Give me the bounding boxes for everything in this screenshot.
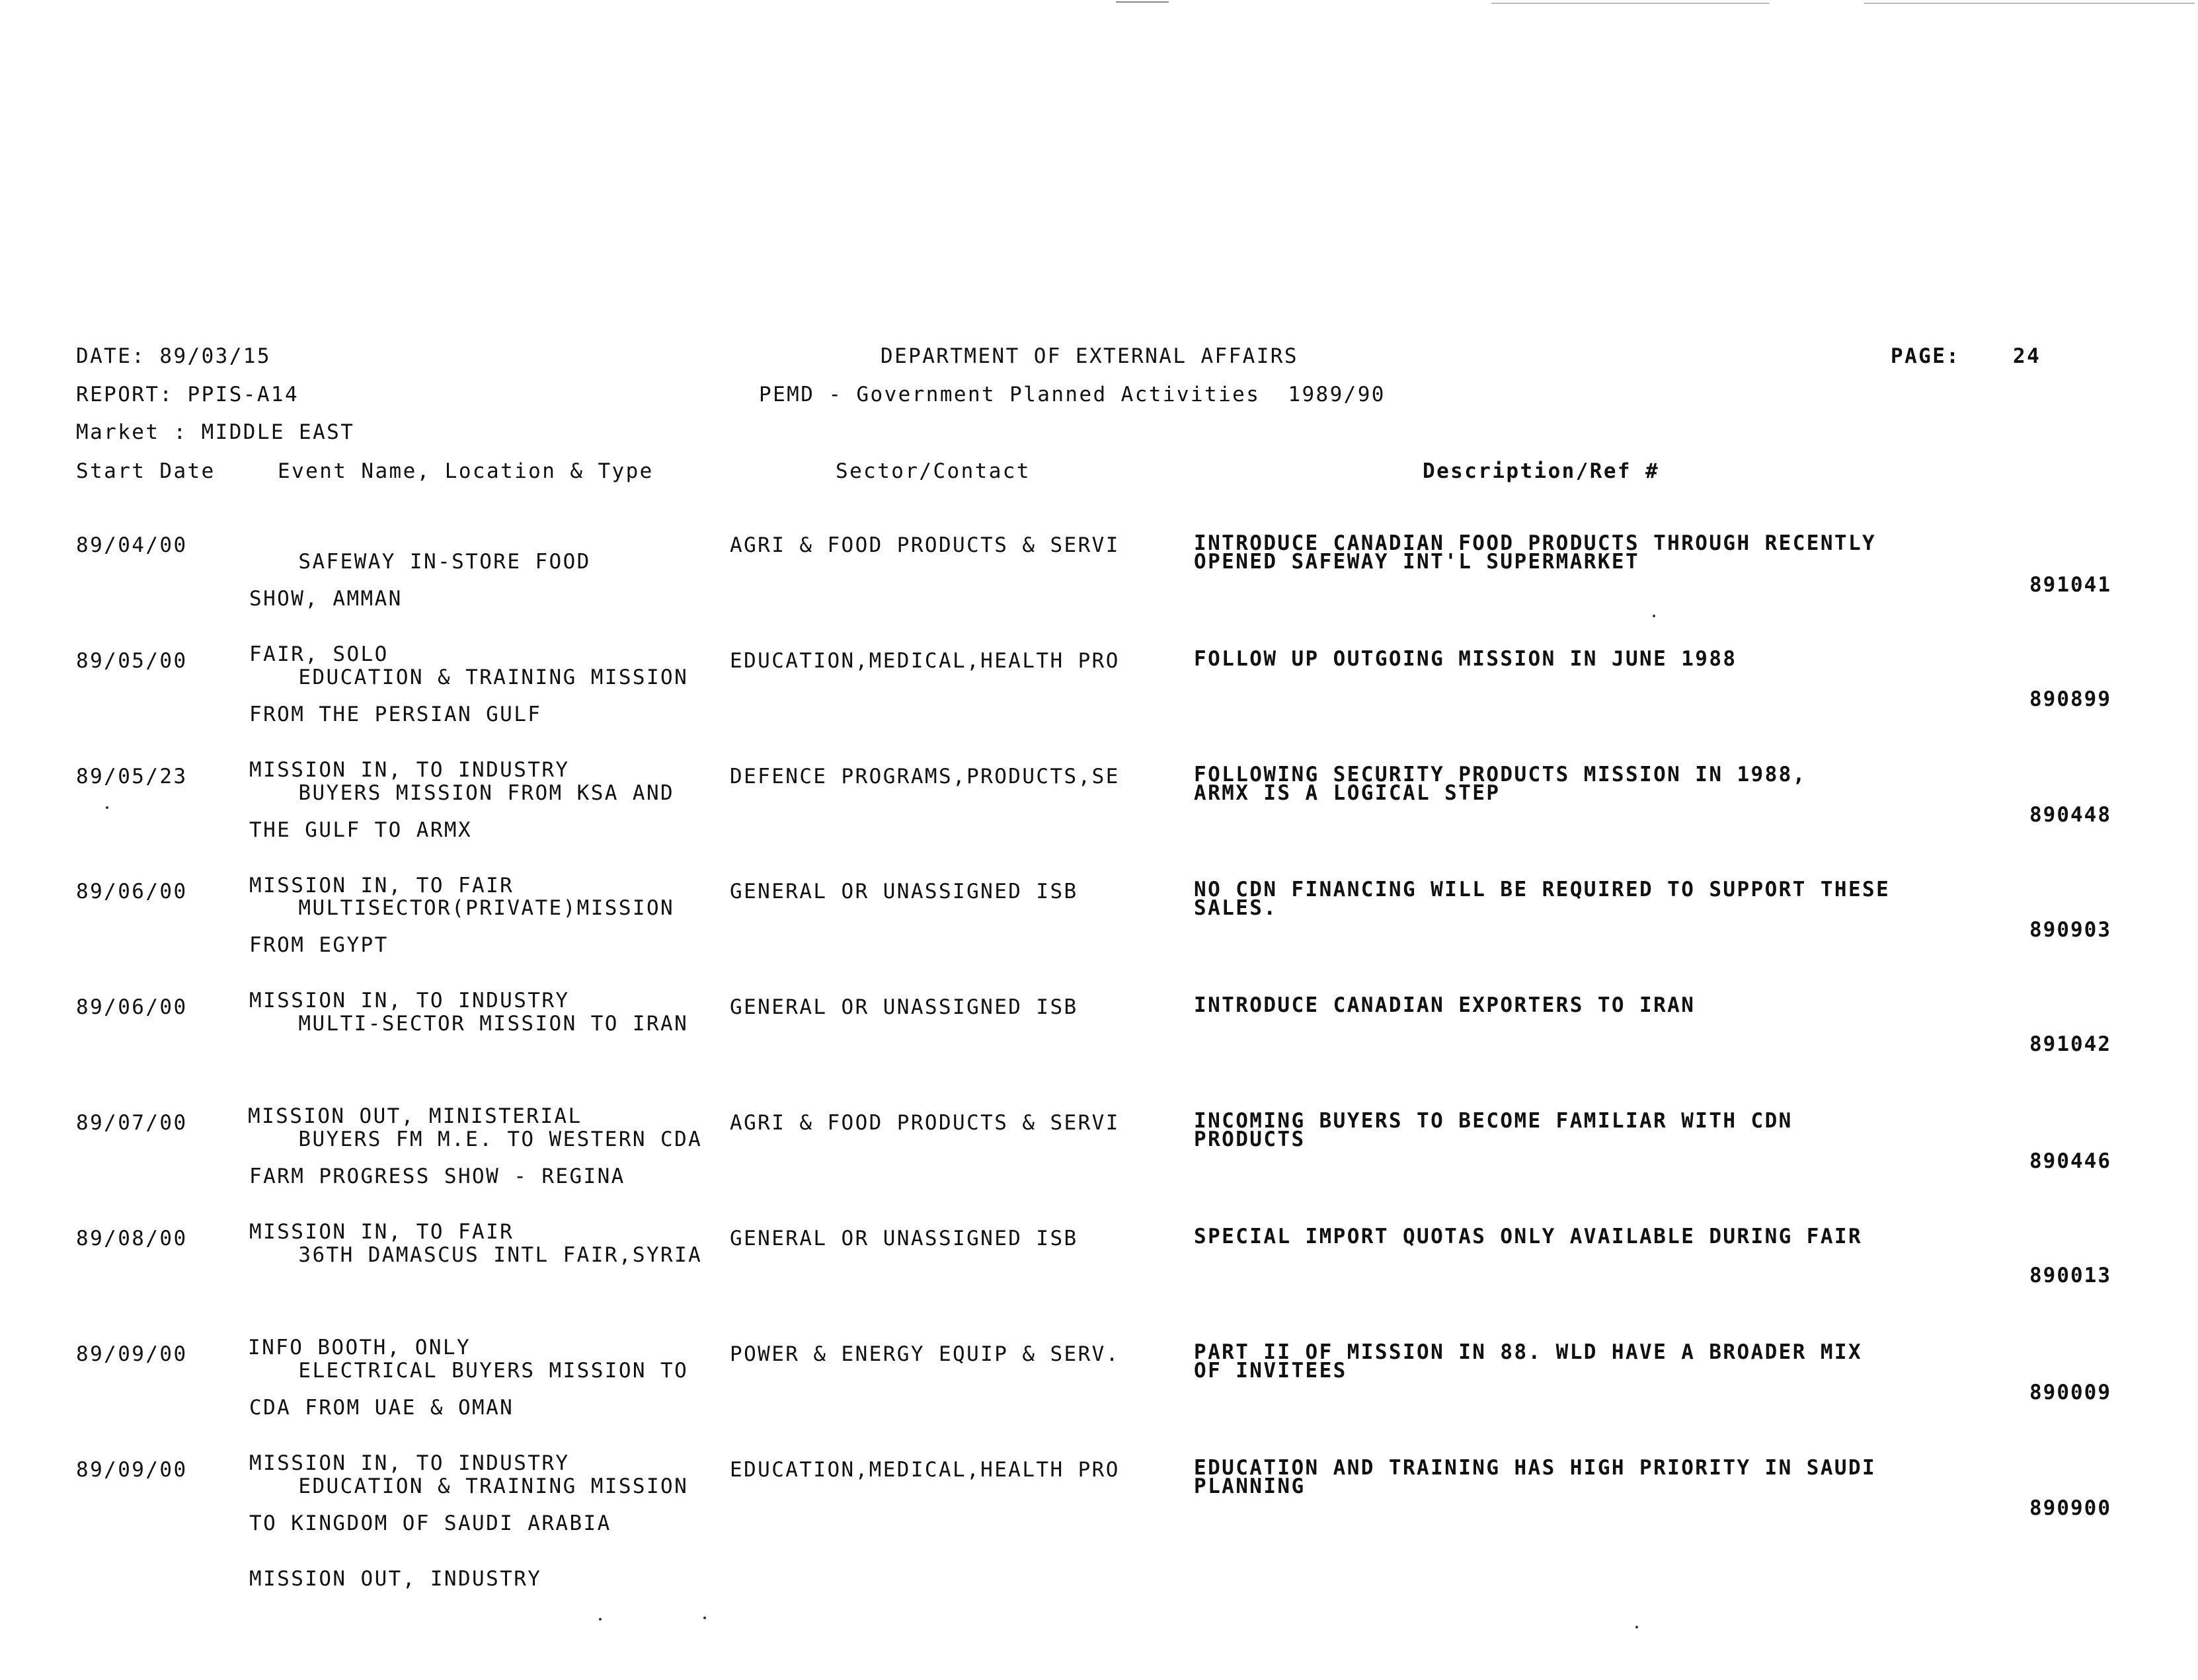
reference-number: 890009	[2029, 1381, 2111, 1404]
start-date: 89/05/23	[76, 765, 188, 788]
description: PART II OF MISSION IN 88. WLD HAVE A BROADER MIX OF INVITEES	[1194, 1340, 1863, 1383]
event-name: 36TH DAMASCUS INTL FAIR,SYRIA	[298, 1243, 703, 1267]
event-location: FARM PROGRESS SHOW - REGINA	[249, 1165, 625, 1188]
column-header-sector: Sector/Contact	[836, 459, 1031, 483]
reference-number: 890013	[2029, 1264, 2111, 1287]
sector-contact: AGRI & FOOD PRODUCTS & SERVI	[730, 533, 1120, 557]
event-location: CDA FROM UAE & OMAN	[249, 1396, 514, 1420]
start-date: 89/06/00	[76, 995, 188, 1019]
start-date: 89/09/00	[76, 1458, 188, 1482]
event-name: EDUCATION & TRAINING MISSION	[298, 666, 689, 689]
scan-line-top-1	[1116, 1, 1169, 3]
scan-speck	[599, 1618, 602, 1621]
sector-contact: EDUCATION,MEDICAL,HEALTH PRO	[730, 1458, 1120, 1482]
description: NO CDN FINANCING WILL BE REQUIRED TO SUPPORT THESE SALES.	[1194, 878, 1891, 920]
description: FOLLOWING SECURITY PRODUCTS MISSION IN 1988, ARMX IS A LOGICAL STEP	[1194, 763, 1807, 805]
sector-contact: GENERAL OR UNASSIGNED ISB	[730, 880, 1078, 903]
event-type: MISSION IN, TO FAIR	[249, 1220, 514, 1244]
start-date: 89/04/00	[76, 533, 188, 557]
event-location: SHOW, AMMAN	[249, 587, 403, 611]
description: INCOMING BUYERS TO BECOME FAMILIAR WITH CDN PRODUCTS	[1194, 1109, 1793, 1151]
reference-number: 891041	[2029, 573, 2111, 597]
sector-contact: POWER & ENERGY EQUIP & SERV.	[730, 1342, 1120, 1366]
scan-speck	[106, 806, 108, 809]
scan-speck	[1653, 615, 1655, 617]
reference-number: 890900	[2029, 1496, 2111, 1520]
start-date: 89/08/00	[76, 1227, 188, 1250]
event-name: EDUCATION & TRAINING MISSION	[298, 1474, 689, 1498]
scan-line-top-2	[1491, 3, 1769, 4]
description: EDUCATION AND TRAINING HAS HIGH PRIORITY IN SAUDI PLANNING	[1194, 1456, 1877, 1498]
event-location: THE GULF TO ARMX	[249, 818, 473, 842]
report-date: DATE: 89/03/15	[76, 344, 271, 368]
activity-row	[0, 1456, 2198, 1591]
sector-contact: DEFENCE PROGRAMS,PRODUCTS,SE	[730, 765, 1120, 788]
market-label: Market : MIDDLE EAST	[76, 420, 355, 444]
start-date: 89/05/00	[76, 649, 188, 673]
scan-speck	[1635, 1626, 1638, 1628]
event-type: FAIR, SOLO	[249, 642, 389, 666]
reference-number: 890899	[2029, 687, 2111, 711]
event-location: FROM EGYPT	[249, 933, 389, 957]
event-name: ELECTRICAL BUYERS MISSION TO	[298, 1359, 689, 1383]
page-number: 24	[2013, 344, 2041, 368]
start-date: 89/09/00	[76, 1342, 188, 1366]
reference-number: 891042	[2029, 1032, 2111, 1056]
event-name: MULTI-SECTOR MISSION TO IRAN	[298, 1012, 689, 1036]
event-name: SAFEWAY IN-STORE FOOD	[298, 550, 591, 574]
description: INTRODUCE CANADIAN FOOD PRODUCTS THROUGH RECENTLY OPENED SAFEWAY INT'L SUPERMARKET	[1194, 531, 1877, 574]
event-location: TO KINGDOM OF SAUDI ARABIA	[249, 1511, 611, 1535]
sector-contact: GENERAL OR UNASSIGNED ISB	[730, 995, 1078, 1019]
event-location	[215, 1051, 688, 1070]
sector-contact: GENERAL OR UNASSIGNED ISB	[730, 1227, 1078, 1250]
reference-number: 890448	[2029, 803, 2111, 827]
description: INTRODUCE CANADIAN EXPORTERS TO IRAN	[1194, 993, 1696, 1017]
event-type: MISSION OUT, MINISTERIAL	[248, 1104, 582, 1128]
event-name: BUYERS FM M.E. TO WESTERN CDA	[298, 1127, 703, 1151]
event-type: MISSION IN, TO INDUSTRY	[249, 1451, 570, 1475]
event-name: MULTISECTOR(PRIVATE)MISSION	[298, 896, 675, 920]
report-subtitle: PEMD - Government Planned Activities 1989/90	[759, 383, 1386, 406]
event-location: FROM THE PERSIAN GULF	[249, 703, 542, 726]
column-header-event: Event Name, Location & Type	[278, 459, 654, 483]
event-type: MISSION IN, TO INDUSTRY	[249, 758, 570, 782]
column-header-description: Description/Ref #	[1423, 459, 1660, 483]
event-name: BUYERS MISSION FROM KSA AND	[298, 781, 675, 805]
event-type: INFO BOOTH, ONLY	[248, 1336, 471, 1359]
event-type: MISSION IN, TO FAIR	[249, 874, 514, 897]
start-date: 89/07/00	[76, 1111, 188, 1135]
event-details	[215, 1459, 688, 1625]
scan-speck	[703, 1617, 706, 1619]
event-type: MISSION IN, TO INDUSTRY	[249, 989, 570, 1012]
sector-contact: EDUCATION,MEDICAL,HEALTH PRO	[730, 649, 1120, 673]
department-title: DEPARTMENT OF EXTERNAL AFFAIRS	[881, 344, 1298, 368]
page-label: PAGE:	[1891, 344, 1961, 368]
event-location	[215, 1283, 702, 1301]
description: FOLLOW UP OUTGOING MISSION IN JUNE 1988	[1194, 647, 1737, 671]
sector-contact: AGRI & FOOD PRODUCTS & SERVI	[730, 1111, 1120, 1135]
report-id: REPORT: PPIS-A14	[76, 383, 299, 406]
description: SPECIAL IMPORT QUOTAS ONLY AVAILABLE DURING FAIR	[1194, 1225, 1863, 1248]
column-header-start-date: Start Date	[76, 459, 216, 483]
event-type: MISSION OUT, INDUSTRY	[249, 1567, 542, 1591]
reference-number: 890446	[2029, 1149, 2111, 1173]
reference-number: 890903	[2029, 918, 2111, 942]
start-date: 89/06/00	[76, 880, 188, 903]
scan-line-top-3	[1864, 3, 2195, 4]
